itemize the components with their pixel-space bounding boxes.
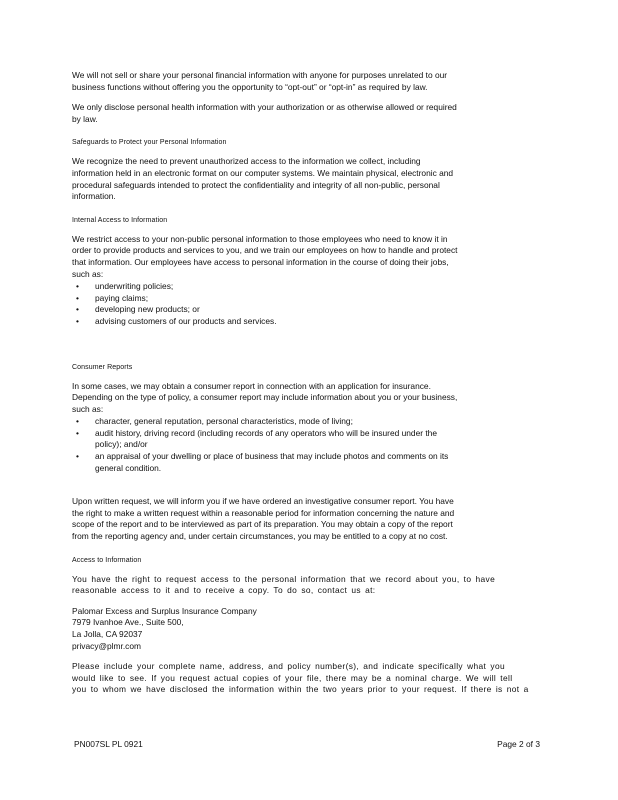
paragraph-safeguards [72, 156, 532, 202]
text-line: policy); and/or [95, 439, 148, 450]
text-line: order to provide products and services to you, and we train our employees on how to handle and protect [72, 245, 458, 256]
heading-internal-access: Internal Access to Information [72, 216, 168, 224]
heading-consumer-reports: Consumer Reports [72, 363, 133, 371]
employee-access-list [72, 281, 532, 327]
text-line: information held in an electronic format on our computer systems. We maintain physical, electronic and [72, 167, 454, 178]
form-id: PN007SL PL 0921 [74, 739, 143, 749]
list-item [72, 416, 532, 428]
city-state-zip: La Jolla, CA 92037 [72, 629, 143, 639]
text-line: In some cases, we may obtain a consumer report in connection with an application for insurance. [72, 380, 431, 391]
list-item: • developing new products; or [72, 304, 532, 316]
text-line: We restrict access to your non-public personal information to those employees who need to know it in [72, 233, 448, 244]
text-line: by law. [72, 113, 98, 124]
text-line: you to whom we have disclosed the information within the two years prior to your request. If there is not a [72, 684, 529, 695]
text-line: the right to make a written request within a reasonable period for information concerning the nature and [72, 507, 455, 518]
text-line: procedural safeguards intended to protect the confidentiality and integrity of all non-public, personal [72, 179, 440, 190]
list-item [72, 451, 532, 474]
text-line: We recognize the need to prevent unauthorized access to the information we collect, including [72, 156, 421, 167]
company-name: Palomar Excess and Surplus Insurance Company [72, 605, 257, 616]
text-line: that information. Our employees have access to personal information in the course of doing their jobs, [72, 256, 449, 267]
paragraph-sharing [72, 70, 532, 93]
paragraph-health-info [72, 102, 532, 125]
text-line: • audit history, driving record (including records of any operators who will be insured under the [95, 427, 437, 438]
text-line: • character, general reputation, personal characteristics, mode of living; [95, 416, 353, 427]
privacy-email: privacy@plmr.com [72, 640, 141, 651]
text-line: • an appraisal of your dwelling or place of business that may include photos and comments on its [95, 451, 449, 462]
paragraph-investigative-report [72, 496, 532, 542]
heading-safeguards: Safeguards to Protect your Personal Information [72, 139, 227, 147]
text-line: information. [72, 191, 116, 202]
text-line: We will not sell or share your personal financial information with anyone for purposes unrelated to our [72, 70, 448, 80]
text-line: such as: [72, 268, 104, 279]
text-line: would like to see. If you request actual copies of your file, there may be a nominal charge. We will tell [72, 672, 513, 683]
text-line: Depending on the type of policy, a consumer report may include information about you or your business, [72, 392, 458, 403]
list-item [72, 428, 532, 451]
text-line: such as: [72, 403, 104, 414]
text-line: We only disclose personal health information with your authorization or as otherwise allowed or required [72, 102, 457, 113]
text-line: reasonable access to it and to receive a copy. To do so, contact us at: [72, 585, 376, 596]
heading-access-to-information: Access to Information [72, 556, 142, 564]
paragraph-consumer-reports [72, 381, 532, 416]
document-body [72, 70, 532, 705]
list-item: • underwriting policies; [72, 281, 532, 293]
list-item: • advising customers of our products and services. [72, 316, 532, 328]
text-line: You have the right to request access to the personal information that we record about you, to have [72, 573, 496, 584]
consumer-report-list [72, 416, 532, 474]
list-item: • paying claims; [72, 293, 532, 305]
text-line: general condition. [95, 462, 162, 473]
street-address: 7979 Ivanhoe Ave., Suite 500, [72, 617, 184, 628]
text-line: Upon written request, we will inform you if we have ordered an investigative consumer report. You have [72, 496, 454, 507]
text-line: business functions without offering you the opportunity to “opt-out” or “opt-in” as required by law. [72, 81, 428, 92]
paragraph-access [72, 574, 532, 597]
page-number: Page 2 of 3 [497, 739, 540, 749]
contact-address [72, 606, 532, 652]
text-line: from the reporting agency and, under certain circumstances, you may be entitled to a copy at no cost. [72, 531, 448, 542]
text-line: scope of the report and to be interviewed as part of its preparation. You may obtain a copy of the report [72, 519, 453, 530]
paragraph-request-instructions [72, 661, 532, 696]
text-line: Please include your complete name, address, and policy number(s), and indicate specifically what you [72, 661, 505, 672]
paragraph-internal-access [72, 234, 532, 280]
